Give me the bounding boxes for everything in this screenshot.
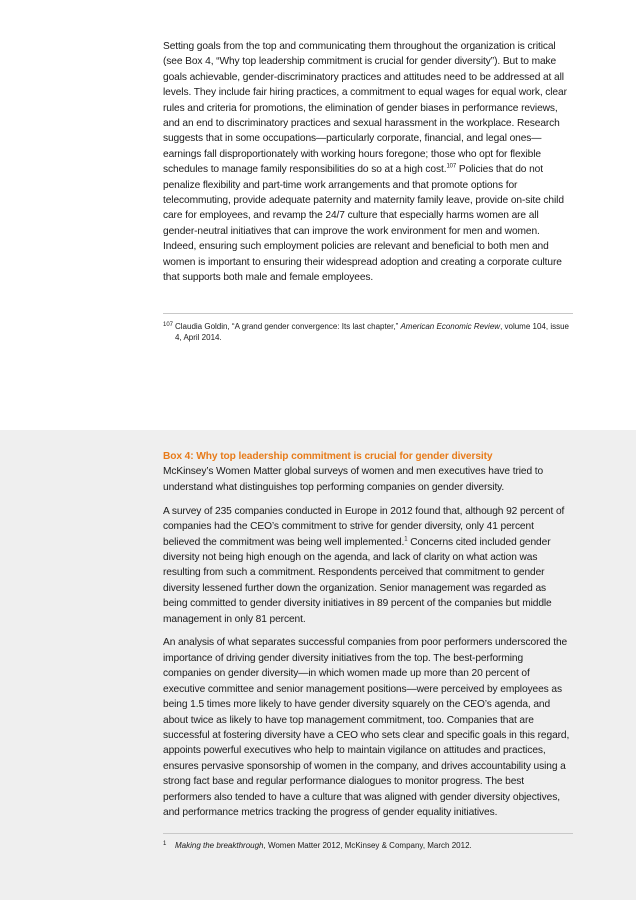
box-footnote-number: 1	[163, 841, 167, 847]
footnote-ref-107[interactable]: 107	[446, 163, 457, 170]
paragraph-text-cont: Policies that do not penalize flexibility and part-time work arrangements and that promote options for telecommuting, provide adequate paternity and maternity family leave, provide on-site child care for employees, and revamp the 24/7 culture that especially harms women are all gender-neutral initiatives that can improve the work environment for men and women. Indeed, ensuring such employment policies are relevant and beneficial to both men and women is important to ensuring their widespread adoption and creating a corporate culture that supports both male and female employees.	[163, 164, 564, 284]
main-text	[163, 39, 573, 286]
footnote-text	[175, 321, 573, 343]
box-footnote-divider	[163, 833, 573, 834]
box-footnote-text	[175, 840, 573, 851]
footnote-107	[163, 321, 573, 343]
box-paragraph-text: A survey of 235 companies conducted in Europe in 2012 found that, although 92 percent of companies had the CEO’s commitment to strive for gender diversity, only 41 percent believed the commitment was being well implemented.	[163, 505, 565, 548]
box-footnote-1	[163, 840, 573, 851]
box-paragraph-analysis: An analysis of what separates successful companies from poor performers underscored the importance of driving gender diversity initiatives from the top. The best-performing companies on gender diversity—in which women made up more than 20 percent of executive committee and senior management positions—were perceived by employees as being 1.5 times more likely to have gender diversity squarely on the CEO’s agenda, and about twice as likely to have top management commitment, too. Companies that are successful at fostering diversity have a CEO who sets clear and specific goals in this regard, appoints powerful executives who help to maintain vigilance on attitudes and practices, ensures pervasive sponsorship of women in the company, and drives accountability using a strong fact base and regular performance dialogues to monitor progress. The best performers also tended to have a culture that was aligned with gender diversity objectives, and performance metrics tracking the progress of gender equality initiatives.	[163, 637, 570, 818]
box-footnote-title: Making the breakthrough	[175, 841, 264, 850]
box-intro: McKinsey’s Women Matter global surveys of women and men executives have tried to understand what distinguishes top performing companies on gender diversity.	[163, 466, 544, 493]
footnote-journal: American Economic Review	[400, 322, 501, 331]
footnote-ref-1[interactable]: 1	[404, 536, 408, 543]
paragraph-text: Setting goals from the top and communicating them throughout the organization is critical (see Box 4, “Why top leadership commitment is crucial for gender diversity”). But to make goals achievable, gender-discriminatory practices and attitudes need to be addressed at all levels. They include fair hiring practices, a commitment to equal wages for equal work, clear rules and criteria for promotions, the elimination of gender biases in performance reviews, and an end to discriminatory practices and sexual harassment in the workplace. Research suggests that in some occupations—particularly corporate, financial, and legal ones—earnings fall disproportionately with working hours foregone; those who opt for flexible schedules to manage family responsibilities do so at a high cost.	[163, 41, 567, 176]
box-paragraph-text-cont: Concerns cited included gender diversity not being high enough on the agenda, and lack of clarity on what action was resulting from such a commitment. Respondents perceived that commitment to gender diversity lessened further down the organization. Senior management was regarded as being committed to gender diversity initiatives in 89 percent of the companies but middle management in only 81 percent.	[163, 536, 552, 625]
footnote-text-a: Claudia Goldin, “A grand gender convergence: Its last chapter,”	[175, 322, 401, 331]
box-title: Box 4: Why top leadership commitment is crucial for gender diversity	[163, 451, 493, 462]
box-content	[163, 449, 573, 829]
footnote-divider	[163, 313, 573, 314]
box-4	[0, 430, 636, 900]
box-footnote-rest: , Women Matter 2012, McKinsey & Company, March 2012.	[263, 841, 472, 850]
box-paragraph-survey	[163, 504, 573, 627]
body-paragraph	[163, 39, 573, 286]
footnote-text-b: , volume 104, issue 4, April 2014.	[175, 322, 569, 342]
footnote-number: 107	[163, 322, 174, 328]
